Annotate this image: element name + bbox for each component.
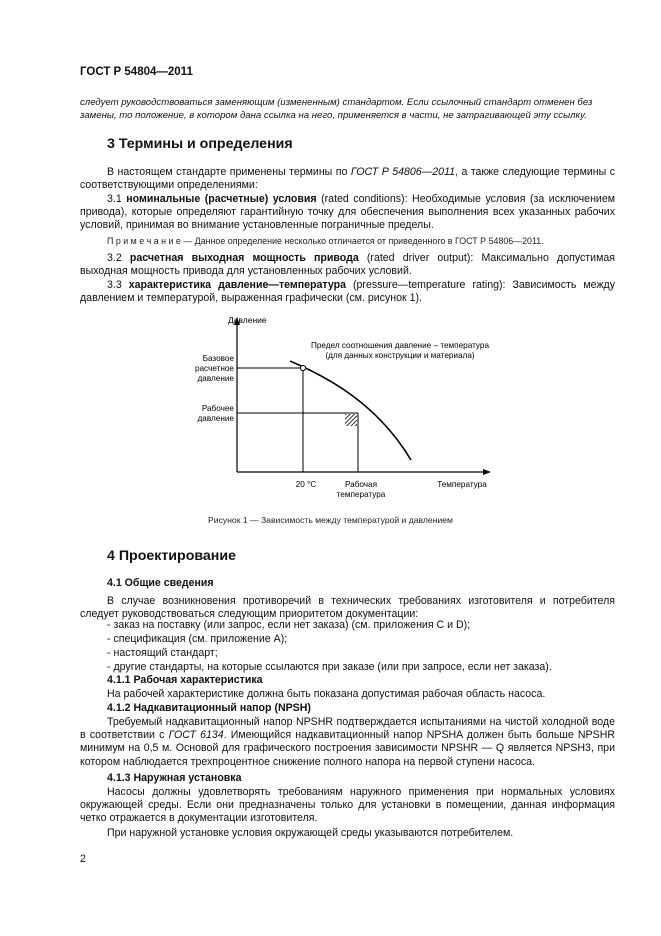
gost-reference: ГОСТ Р 54806—2011 <box>350 166 456 178</box>
term-name: номинальные (расчетные) условия <box>126 193 317 205</box>
section-4-1-2-heading: 4.1.2 Надкавитационный напор (NPSH) <box>107 702 311 714</box>
base-pressure-label-3: давление <box>197 374 234 383</box>
working-point-hatch <box>345 414 357 426</box>
term-name: характеристика давление—температура <box>128 279 346 291</box>
section-4-1-3-text: Насосы должны удовлетворять требованиям наружного применения при нормальных условиях окружающей среды. Если они предназначены только для установки в помещении, данная информация четко отражается в документации изготовителя. <box>80 786 615 825</box>
intro-text-end: , а также следующие термины с соответствующими определениями: <box>80 166 615 192</box>
section-3-heading: 3 Термины и определения <box>107 136 293 152</box>
working-pressure-label-1: Рабочее <box>201 404 234 413</box>
npsh-text: Требуемый надкавитационный напор NPSHR подтверждается испытаниями на чистой холодной воде в соответствии с <box>80 716 615 742</box>
previous-text-line-2: замены, то положение, в котором дана ссылка на него, применяется в части, не затрагивающей эту ссылку. <box>80 110 587 122</box>
section-4-1-3-text-2: При наружной установке условия окружающей среды указываются потребителем. <box>107 827 514 839</box>
x-axis-arrow-icon <box>483 469 491 475</box>
gost-6134-reference: ГОСТ 6134 <box>168 729 224 742</box>
section-4-1-1-text: На рабочей характеристике должна быть показана допустимая рабочая область насоса. <box>107 688 546 700</box>
section-4-1-3-heading: 4.1.3 Наружная установка <box>107 772 242 784</box>
section-4-1-text: В случае возникновения противоречий в технических требованиях изготовителя и потребителя следует руководствоваться следующим приоритетом документации: <box>80 595 615 621</box>
list-item: - настоящий стандарт; <box>107 647 218 659</box>
section-4-1-2-text <box>80 716 615 769</box>
y-axis-label: Давление <box>228 315 267 325</box>
term-definition: (rated driver output): Максимально допустимая выходная мощность привода для установленных рабочих условий. <box>80 252 615 278</box>
previous-text-line-1: следует руководствоваться заменяющим (измененным) стандартом. Если ссылочный стандарт отменен без <box>80 97 593 108</box>
x-tick-20c: 20 °С <box>295 480 317 489</box>
x-tick-working-temperature-2: температура <box>336 490 386 499</box>
page-number: 2 <box>80 853 86 865</box>
term-name: расчетная выходная мощность привода <box>129 252 359 264</box>
priority-list <box>107 618 552 674</box>
section-4-heading: 4 Проектирование <box>107 548 236 564</box>
term-number: 3.2 <box>107 252 130 264</box>
section-4-1-1-heading: 4.1.1 Рабочая характеристика <box>107 674 263 686</box>
term-definition: (pressure—temperature rating): Зависимость между давлением и температурой, выраженная графически (см. рисунок 1). <box>80 279 616 305</box>
x-tick-working-temperature-1: Рабочая <box>344 480 378 489</box>
intro-text: В настоящем стандарте применены термины по <box>107 166 351 178</box>
term-number: 3.3 <box>107 279 129 291</box>
x-axis-label: Температура <box>437 480 487 489</box>
figure-caption: Рисунок 1 — Зависимость между температурой и давлением <box>208 515 453 525</box>
curve-label-line-1: Предел соотношения давление – температура <box>310 341 490 350</box>
term-number: 3.1 <box>107 193 127 205</box>
list-item: - другие стандарты, на которые ссылаются при заказе (или при запросе, если нет заказа). <box>107 661 552 673</box>
document-header: ГОСТ Р 54804—2011 <box>80 66 193 78</box>
curve-label-line-2: (для данных конструкции и материала) <box>325 351 475 360</box>
pressure-temperature-curve <box>290 361 411 460</box>
list-item: - спецификация (см. приложение А); <box>107 633 288 645</box>
note-text: — Данное определение несколько отличается от приведенного в ГОСТ Р 54806—2011. <box>180 236 544 246</box>
note-label: П р и м е ч а н и е <box>107 236 181 246</box>
base-pressure-label-2: расчетное <box>194 364 234 373</box>
npsh-text-end: . Имеющийся надкавитационный напор NPSHA должен быть больше NPSHR минимум на 0,5 м. Основой для графического построения зависимости NPSHR — Q является NPSH3, при котором наблюдается трехпроцентное снижение полного напора на первой ступени насоса. <box>80 729 615 768</box>
list-item: - заказ на поставку (или запрос, если нет заказа) (см. приложения С и D); <box>107 619 471 631</box>
term-definition: (rated conditions): Необходимые условия (за исключением привода), которые определяют гарантийную точку для обеспечения выполнения всех указанных рабочих условий, принимая во внимание установленные пограничные пределы. <box>80 193 616 232</box>
base-pressure-label-1: Базовое <box>202 354 234 363</box>
section-4-1-heading: 4.1 Общие сведения <box>107 577 214 589</box>
base-point-marker <box>300 365 305 370</box>
working-pressure-label-2: давление <box>197 414 234 423</box>
